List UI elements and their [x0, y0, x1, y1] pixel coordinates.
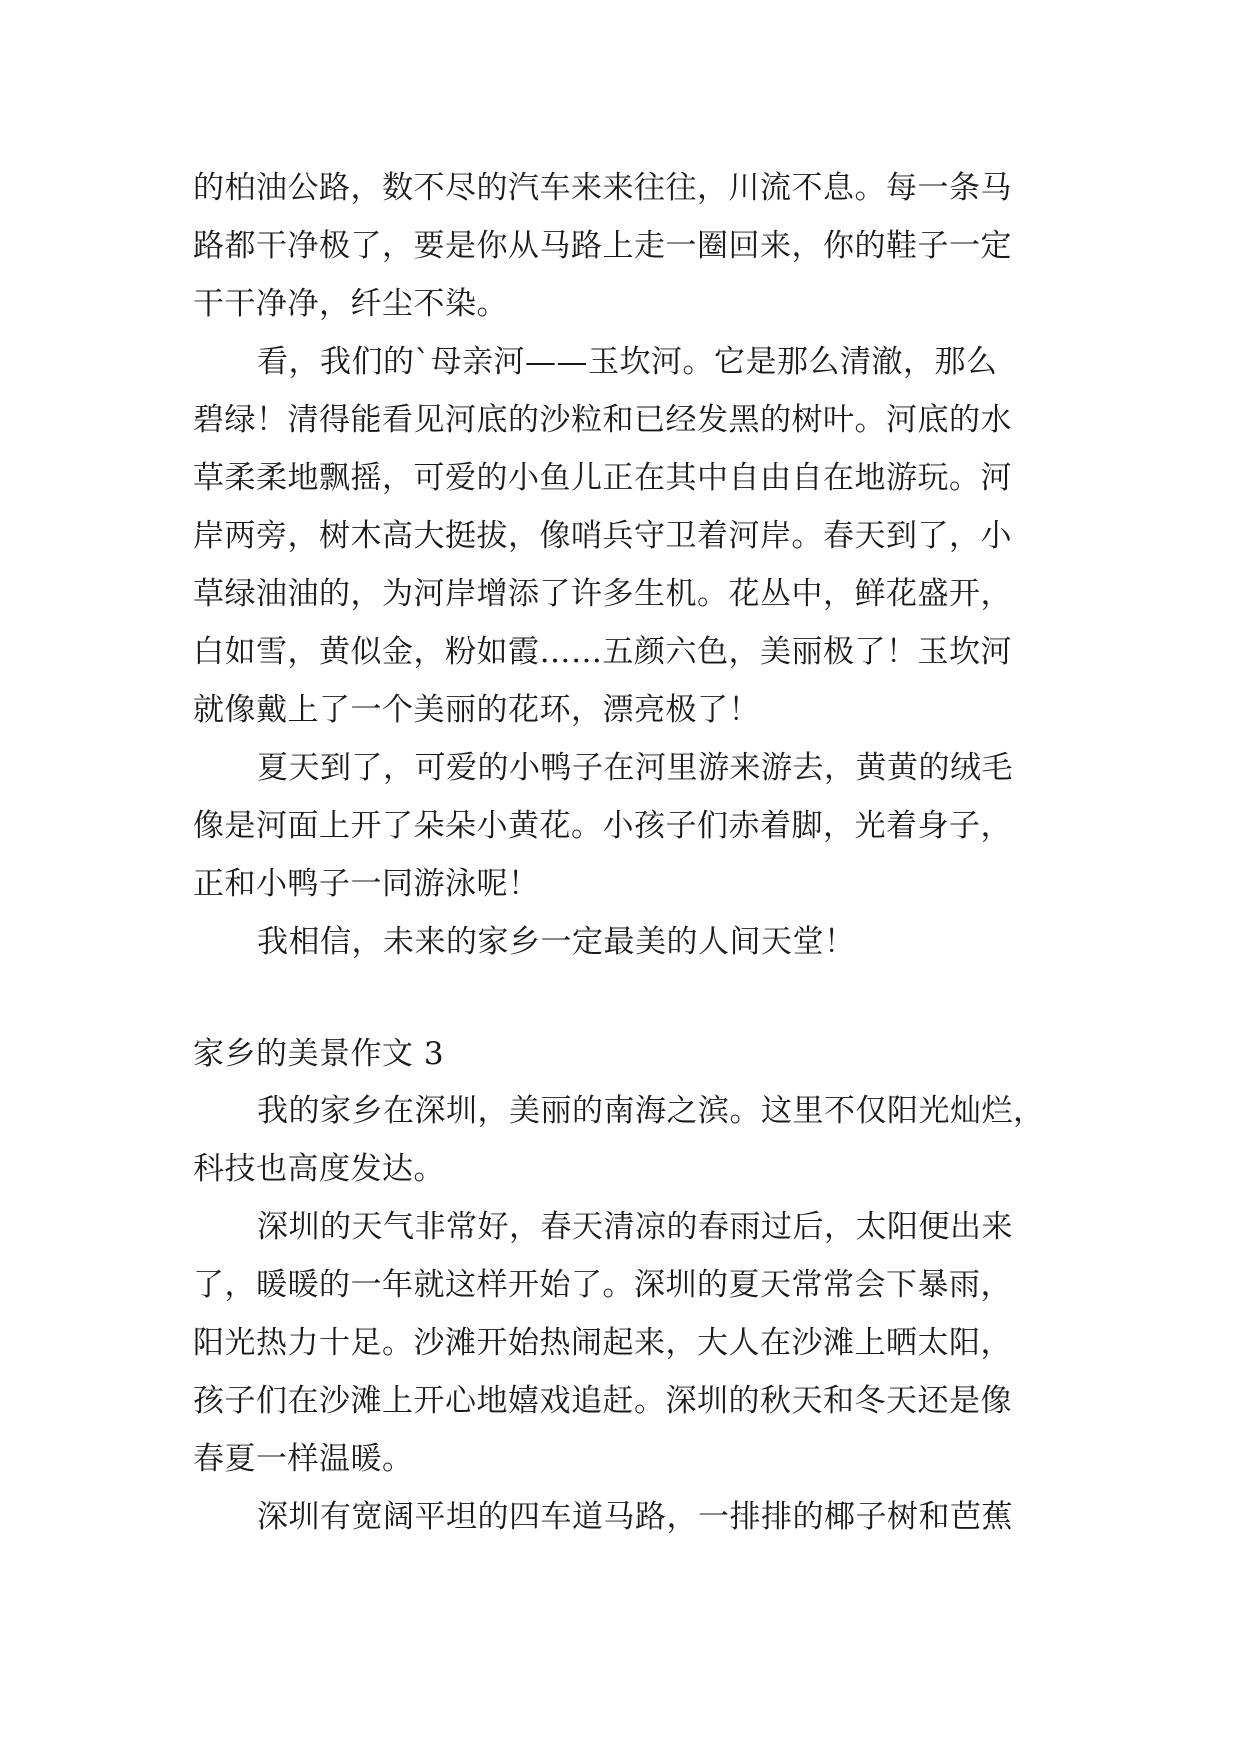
section-heading: 家乡的美景作文 3 [193, 1036, 445, 1072]
text-line: 正和小鸭子一同游泳呢！ [193, 866, 540, 902]
text-line: 碧绿！清得能看见河底的沙粒和已经发黑的树叶。河底的水 [193, 402, 1012, 438]
text-line: 孩子们在沙滩上开心地嬉戏追赶。深圳的秋天和冬天还是像 [193, 1383, 1012, 1419]
text-line: 就像戴上了一个美丽的花环，漂亮极了！ [193, 692, 760, 728]
paragraph-first-line: 深圳有宽阔平坦的四车道马路，一排排的椰子树和芭蕉 [257, 1499, 1013, 1535]
text-line: 科技也高度发达。 [193, 1151, 445, 1187]
text-line: 阳光热力十足。沙滩开始热闹起来，大人在沙滩上晒太阳， [193, 1325, 1012, 1361]
text-line: 岸两旁，树木高大挺拔，像哨兵守卫着河岸。春天到了，小 [193, 518, 1012, 554]
text-line: 白如雪，黄似金，粉如霞……五颜六色，美丽极了！玉坎河 [193, 634, 1012, 670]
paragraph-first-line: 夏天到了，可爱的小鸭子在河里游来游去，黄黄的绒毛 [257, 750, 1013, 786]
text-line: 干干净净，纤尘不染。 [193, 286, 508, 322]
paragraph-first-line: 我相信，未来的家乡一定最美的人间天堂！ [257, 924, 856, 960]
text-line: 像是河面上开了朵朵小黄花。小孩子们赤着脚，光着身子， [193, 808, 1012, 844]
text-line: 路都干净极了，要是你从马路上走一圈回来，你的鞋子一定 [193, 228, 1012, 264]
paragraph-first-line: 看，我们的`母亲河——玉坎河。它是那么清澈，那么 [257, 344, 998, 380]
text-line: 了，暖暖的一年就这样开始了。深圳的夏天常常会下暴雨， [193, 1267, 1012, 1303]
text-line: 草绿油油的，为河岸增添了许多生机。花丛中，鲜花盛开， [193, 576, 1012, 612]
paragraph-first-line: 深圳的天气非常好，春天清凉的春雨过后，太阳便出来 [257, 1209, 1013, 1245]
text-line: 的柏油公路，数不尽的汽车来来往往，川流不息。每一条马 [193, 170, 1012, 206]
paragraph-first-line: 我的家乡在深圳，美丽的南海之滨。这里不仅阳光灿烂， [257, 1093, 1045, 1129]
text-line: 春夏一样温暖。 [193, 1441, 414, 1477]
text-line: 草柔柔地飘摇，可爱的小鱼儿正在其中自由自在地游玩。河 [193, 460, 1012, 496]
